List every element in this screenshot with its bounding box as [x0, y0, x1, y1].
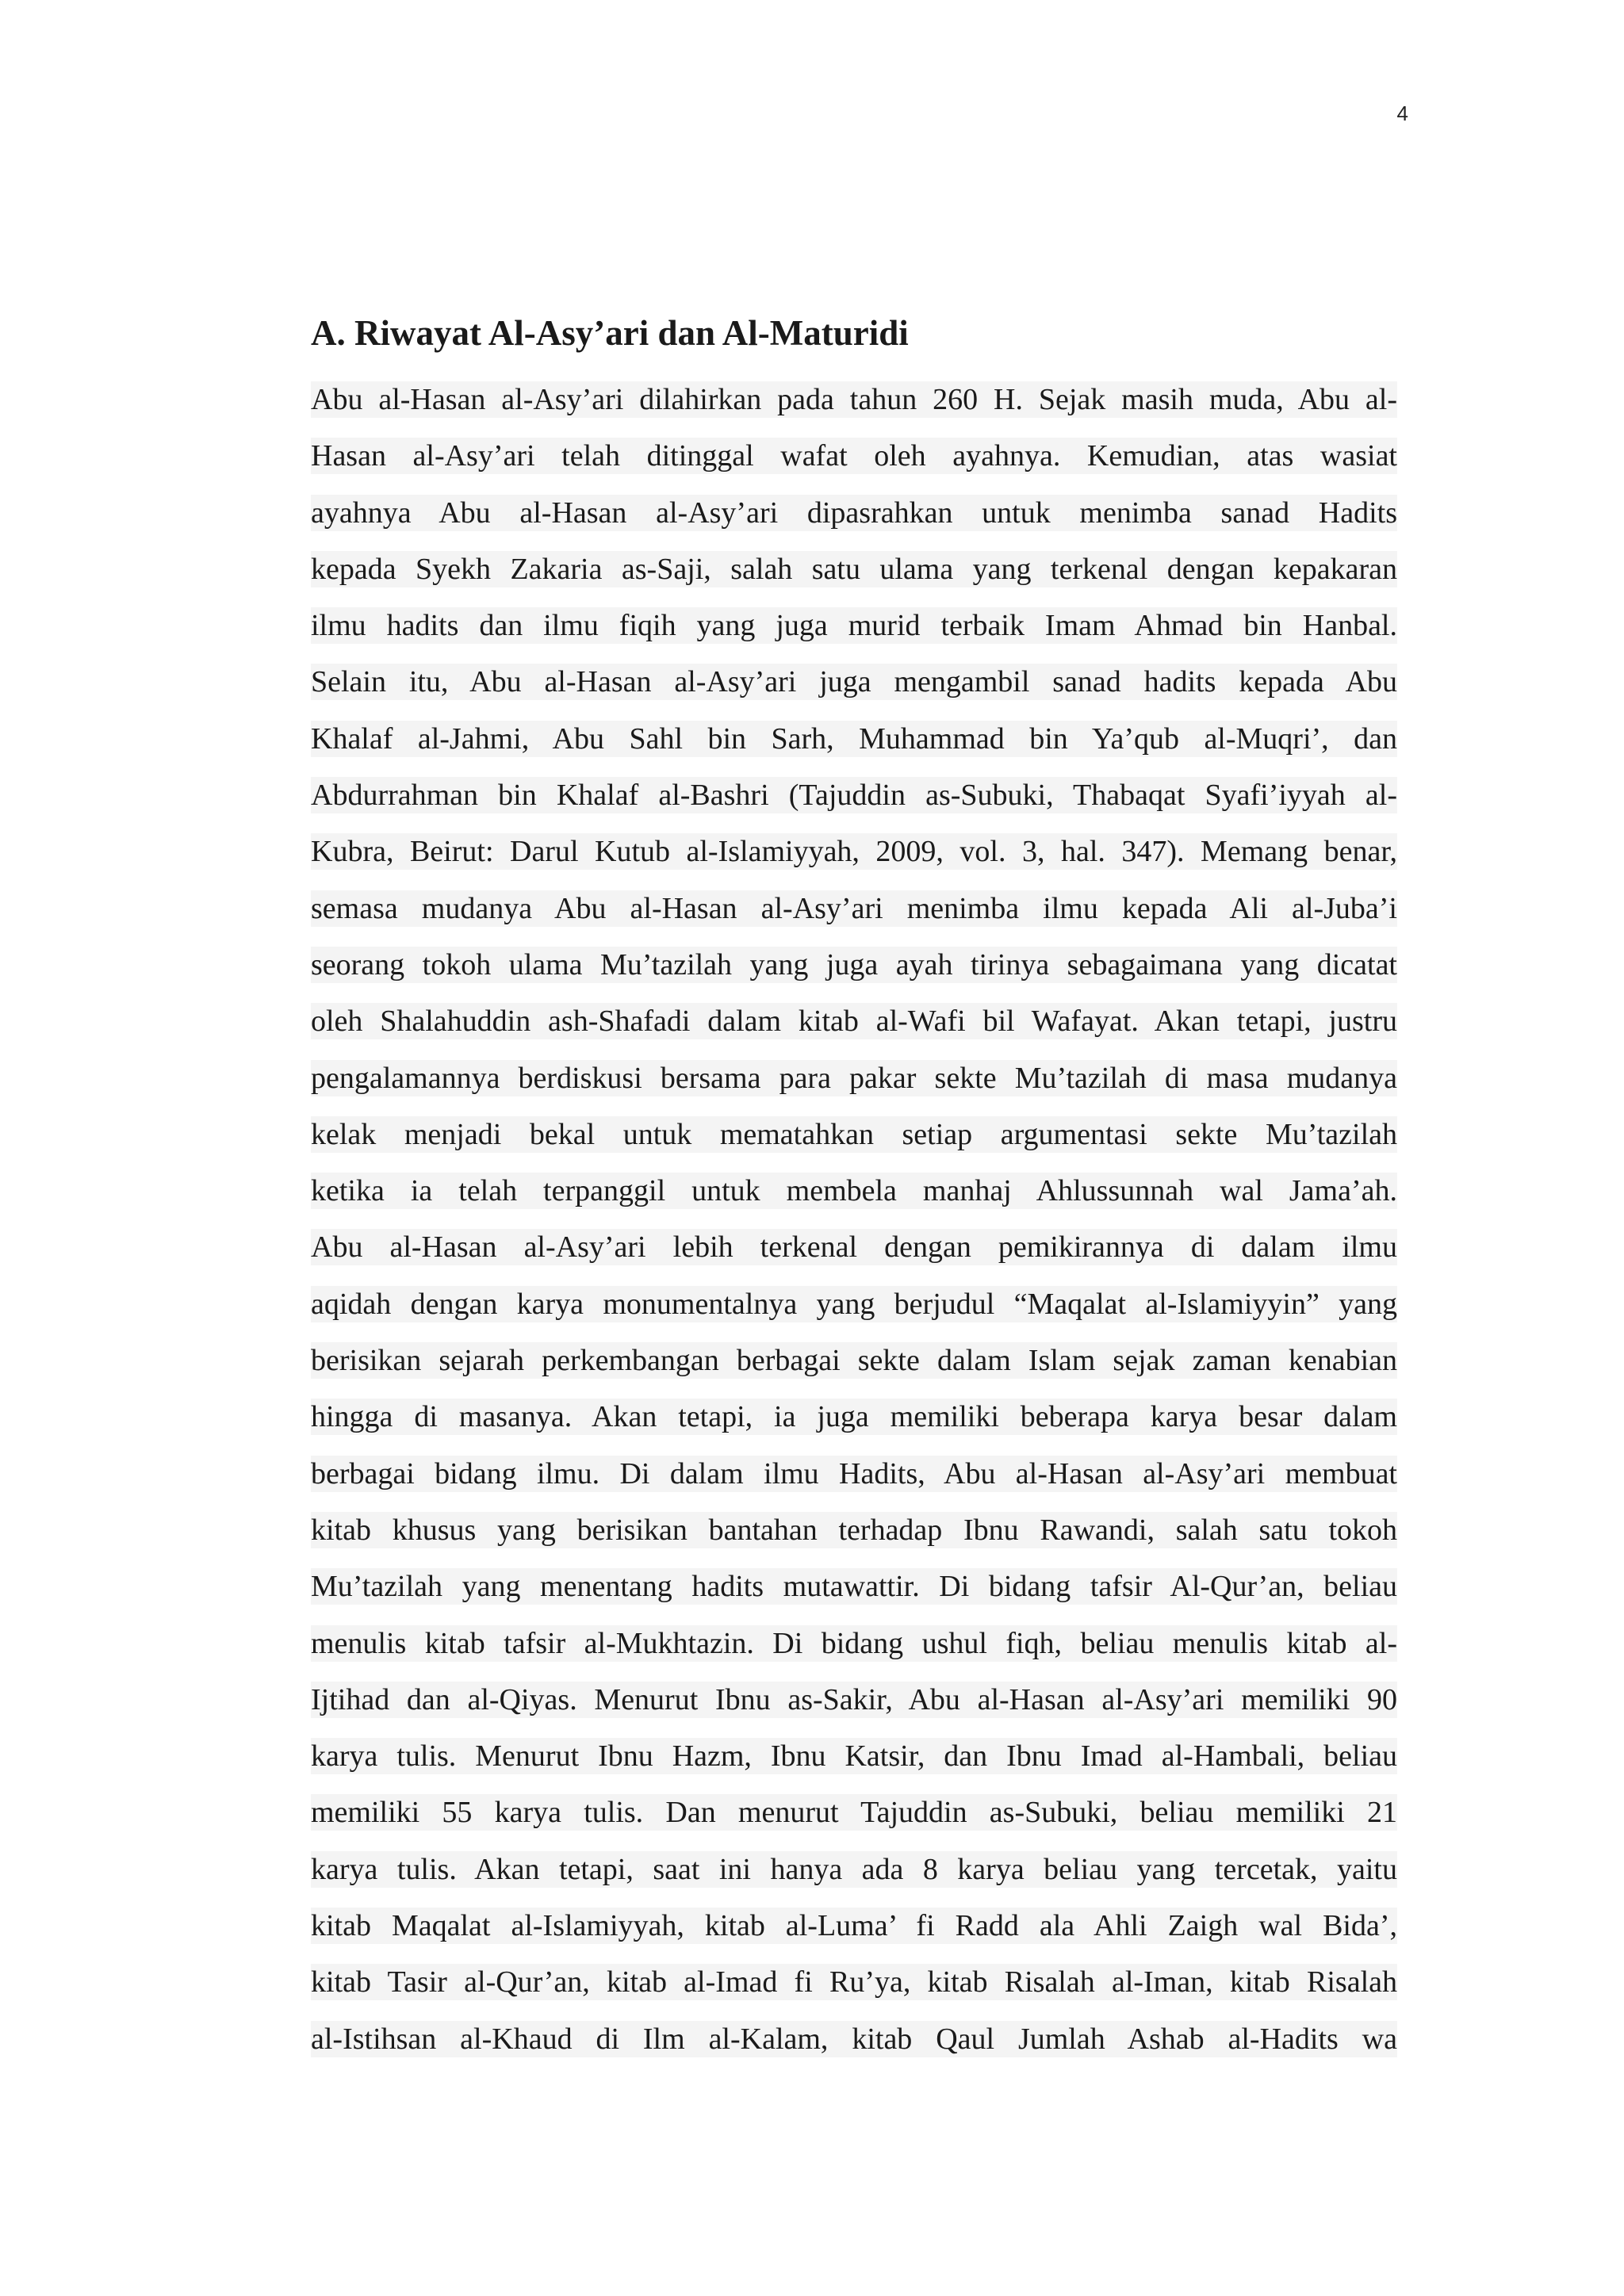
page-number: 4	[1396, 101, 1408, 125]
text-line: kitab Maqalat al-Islamiyyah, kitab al-Luma’ fi Radd ala Ahli Zaigh wal Bida’,	[311, 1909, 1397, 1943]
text-line: karya tulis. Akan tetapi, saat ini hanya ada 8 karya beliau yang tercetak, yaitu	[311, 1852, 1397, 1886]
text-line: Mu’tazilah yang menentang hadits mutawattir. Di bidang tafsir Al-Qur’an, beliau	[311, 1570, 1397, 1604]
text-line: kitab khusus yang berisikan bantahan terhadap Ibnu Rawandi, salah satu tokoh	[311, 1513, 1397, 1547]
text-line: semasa mudanya Abu al-Hasan al-Asy’ari menimba ilmu kepada Ali al-Juba’i	[311, 891, 1397, 925]
text-line: menulis kitab tafsir al-Mukhtazin. Di bidang ushul fiqh, beliau menulis kitab al-	[311, 1626, 1397, 1660]
text-line: berisikan sejarah perkembangan berbagai sekte dalam Islam sejak zaman kenabian	[311, 1344, 1397, 1378]
text-line: aqidah dengan karya monumentalnya yang berjudul “Maqalat al-Islamiyyin” yang	[311, 1287, 1397, 1321]
text-line: memiliki 55 karya tulis. Dan menurut Tajuddin as-Subuki, beliau memiliki 21	[311, 1796, 1397, 1830]
section-heading: A. Riwayat Al-Asy’ari dan Al-Maturidi	[311, 313, 909, 353]
text-line: ketika ia telah terpanggil untuk membela manhaj Ahlussunnah wal Jama’ah.	[311, 1174, 1397, 1208]
text-line: Abdurrahman bin Khalaf al-Bashri (Tajuddin as-Subuki, Thabaqat Syafi’iyyah al-	[311, 779, 1397, 813]
text-line: seorang tokoh ulama Mu’tazilah yang juga ayah tirinya sebagaimana yang dicatat	[311, 947, 1397, 982]
text-line: Hasan al-Asy’ari telah ditinggal wafat oleh ayahnya. Kemudian, atas wasiat	[311, 439, 1397, 473]
text-line: kelak menjadi bekal untuk mematahkan setiap argumentasi sekte Mu’tazilah	[311, 1117, 1397, 1151]
text-line: pengalamannya berdiskusi bersama para pakar sekte Mu’tazilah di masa mudanya	[311, 1061, 1397, 1095]
text-line: karya tulis. Menurut Ibnu Hazm, Ibnu Katsir, dan Ibnu Imad al-Hambali, beliau	[311, 1739, 1397, 1774]
text-line: al-Istihsan al-Khaud di Ilm al-Kalam, kitab Qaul Jumlah Ashab al-Hadits wa	[311, 2022, 1397, 2056]
text-line: Kubra, Beirut: Darul Kutub al-Islamiyyah, 2009, vol. 3, hal. 347). Memang benar,	[311, 835, 1397, 869]
text-line: ilmu hadits dan ilmu fiqih yang juga murid terbaik Imam Ahmad bin Hanbal.	[311, 609, 1397, 643]
text-line: hingga di masanya. Akan tetapi, ia juga memiliki beberapa karya besar dalam	[311, 1400, 1397, 1434]
text-line: oleh Shalahuddin ash-Shafadi dalam kitab al-Wafi bil Wafayat. Akan tetapi, justru	[311, 1004, 1397, 1039]
text-line: kitab Tasir al-Qur’an, kitab al-Imad fi Ru’ya, kitab Risalah al-Iman, kitab Risalah	[311, 1965, 1397, 1999]
text-line: Abu al-Hasan al-Asy’ari lebih terkenal dengan pemikirannya di dalam ilmu	[311, 1230, 1397, 1265]
text-line: berbagai bidang ilmu. Di dalam ilmu Hadits, Abu al-Hasan al-Asy’ari membuat	[311, 1456, 1397, 1490]
text-line: ayahnya Abu al-Hasan al-Asy’ari dipasrahkan untuk menimba sanad Hadits	[311, 496, 1397, 530]
text-line: Ijtihad dan al-Qiyas. Menurut Ibnu as-Sakir, Abu al-Hasan al-Asy’ari memiliki 90	[311, 1682, 1397, 1716]
body-paragraph	[311, 376, 1397, 2072]
text-line: Abu al-Hasan al-Asy’ari dilahirkan pada tahun 260 H. Sejak masih muda, Abu al-	[311, 383, 1397, 416]
text-line: Selain itu, Abu al-Hasan al-Asy’ari juga mengambil sanad hadits kepada Abu	[311, 665, 1397, 699]
text-line: kepada Syekh Zakaria as-Saji, salah satu ulama yang terkenal dengan kepakaran	[311, 552, 1397, 586]
text-line: Khalaf al-Jahmi, Abu Sahl bin Sarh, Muhammad bin Ya’qub al-Muqri’, dan	[311, 721, 1397, 756]
